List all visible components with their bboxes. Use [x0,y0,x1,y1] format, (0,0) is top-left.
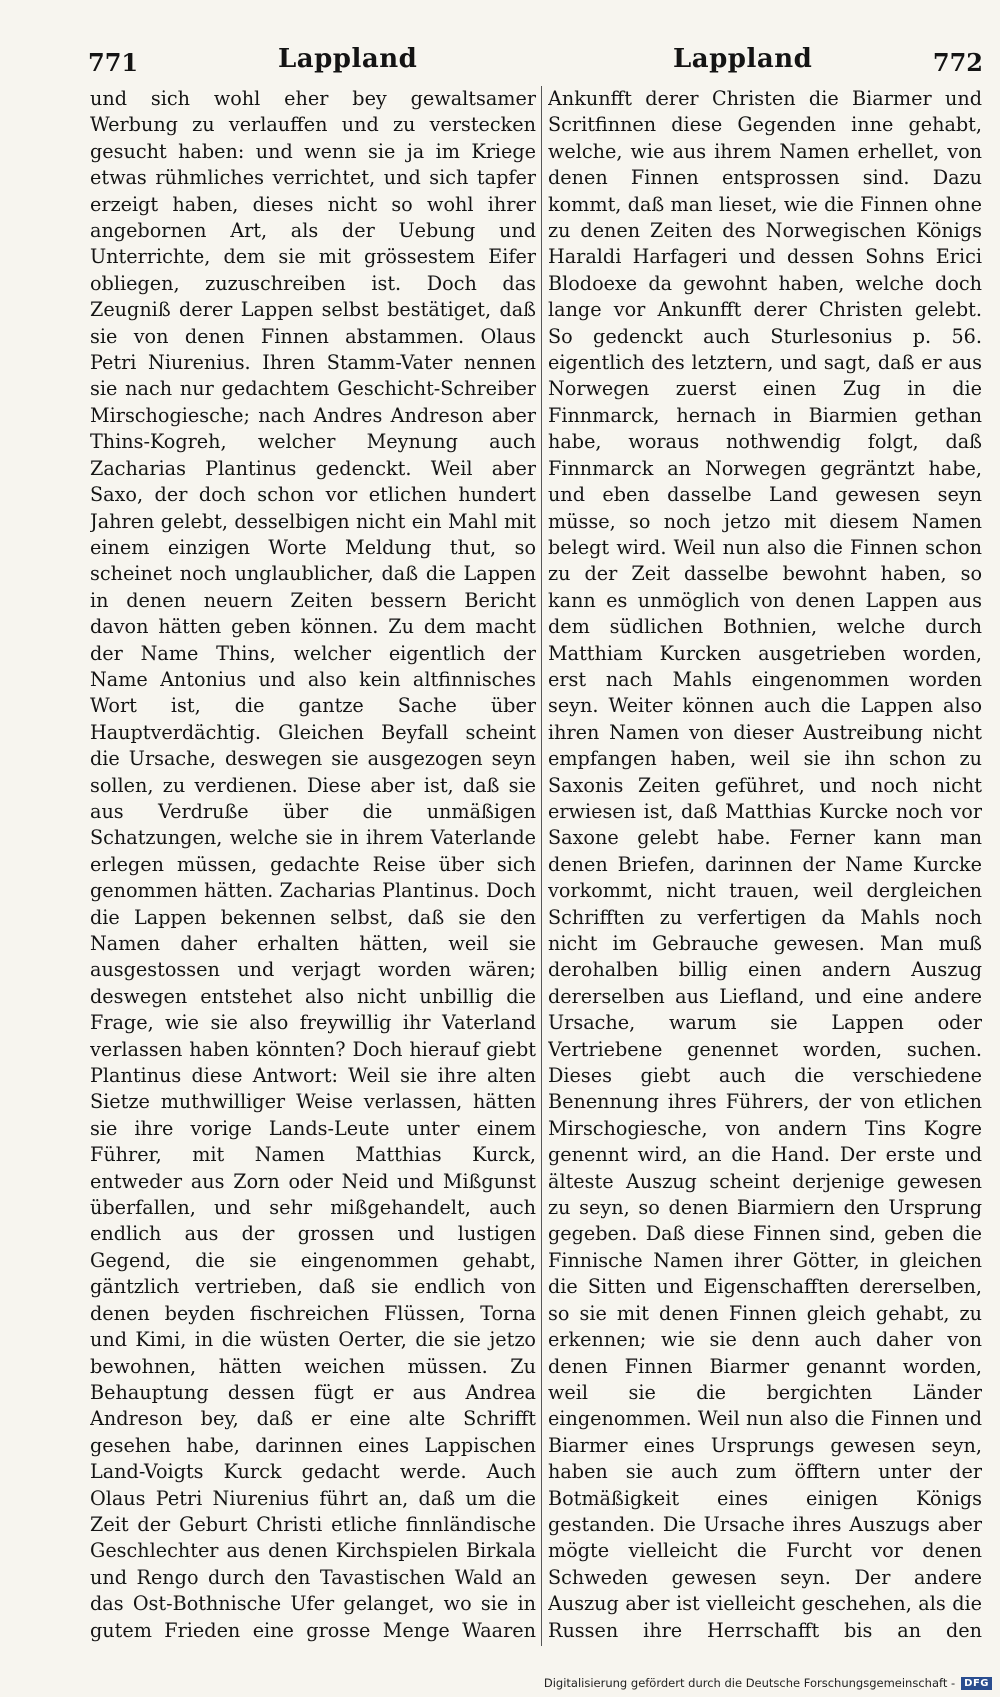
dfg-logo-icon: DFG [961,1677,992,1690]
right-text-column [548,86,982,1646]
column-divider [541,86,542,1646]
left-running-title: Lappland [278,44,418,74]
footer-credit-text: Digitalisierung gefördert durch die Deutsche Forschungsgemeinschaft - [543,1676,956,1690]
right-page-number: 772 [932,48,983,77]
digitization-footer [544,1674,992,1692]
left-column-text: und sich wohl eher bey gewaltsamer Werbung zu verlauffen und zu verstecken gesucht haben: und wenn sie ja im Kriege etwas rühmliches verrichtet, und sich tapfer erzeigt haben, dieses nicht so wohl ihrer angebornen Art, als der Uebung und Unterrichte, dem sie mit grössestem Eifer obliegen, zuzuschreiben ist. Doch das Zeugniß derer Lappen selbst bestätiget, daß sie von denen Finnen abstammen. Olaus Petri Niurenius. Ihren Stamm-Vater nennen sie nach nur gedachtem Geschicht-Schreiber Mirschogiesche; nach Andres Andreson aber Thins-Kogreh, welcher Meynung auch Zacharias Plantinus gedenckt. Weil aber Saxo, der doch schon vor etlichen hundert Jahren gelebt, desselbigen nicht ein Mahl mit einem einzigen Worte Meldung thut, so scheinet noch unglaublicher, daß die Lappen in denen neuern Zeiten bessern Bericht davon hätten geben können. Zu dem macht der Name Thins, welcher eigentlich der Name Antonius und also kein altfinnisches Wort ist, die gantze Sache über Hauptverdächtig. Gleichen Beyfall scheint die Ursache, deswegen sie ausgezogen seyn sollen, zu verdienen. Diese aber ist, daß sie aus Verdruße über die unmäßigen Schatzungen, welche sie in ihrem Vaterlande erlegen müssen, gedachte Reise über sich genommen hätten. Zacharias Plantinus. Doch die Lappen bekennen selbst, daß sie den Namen daher erhalten hätten, weil sie ausgestossen und verjagt worden wären; deswegen entstehet also nicht unbillig die Frage, wie sie also freywillig ihr Vaterland verlassen haben könnten? Doch hierauf giebt Plantinus diese Antwort: Weil sie ihre alten Sietze muthwilliger Weise verlassen, hätten sie ihre vorige Lands-Leute unter einem Führer, mit Namen Matthias Kurck, entweder aus Zorn oder Neid und Mißgunst überfallen, und sehr mißgehandelt, auch endlich aus der grossen und lustigen Gegend, die sie eingenommen gehabt, gäntzlich vertrieben, daß sie endlich von denen beyden fischreichen Flüssen, Torna und Kimi, in die wüsten Oerter, die sie jetzo bewohnen, hätten weichen müssen. Zu Behauptung dessen fügt er aus Andrea Andreson bey, daß er eine alte Schrifft gesehen habe, darinnen eines Lappischen Land-Voigts Kurck gedacht werde. Auch Olaus Petri Niurenius führt an, daß um die Zeit der Geburt Christi etliche finnländische Geschlechter aus denen Kirchspielen Birkala und Rengo durch den Tavastischen Wald an das Ost-Bothnische Ufer gelanget, wo sie in gutem Frieden eine grosse Menge Waaren [90,87,536,1642]
right-running-title: Lappland [673,44,813,74]
left-page-number: 771 [88,48,139,77]
left-text-column [90,86,536,1646]
running-header [88,44,983,84]
right-column-text: Ankunfft derer Christen die Biarmer und Scritfinnen diese Gegenden inne gehabt, welche, wie aus ihrem Namen erhellet, von denen Finnen entsprossen sind. Dazu kommt, daß man lieset, wie die Finnen ohne zu denen Zeiten des Norwegischen Königs Haraldi Harfageri und dessen Sohns Erici Blodoexe da gewohnt haben, welche doch lange vor Ankunfft derer Christen gelebt. So gedenckt auch Sturlesonius p. 56. eigentlich des letztern, und sagt, daß er aus Norwegen zuerst einen Zug in die Finnmarck, hernach in Biarmien gethan habe, woraus nothwendig folgt, daß Finnmarck an Norwegen gegräntzt habe, und eben dasselbe Land gewesen seyn müsse, so noch jetzo mit diesem Namen belegt wird. Weil nun also die Finnen schon zu der Zeit dasselbe bewohnt haben, so kann es unmöglich von denen Lappen aus dem südlichen Bothnien, welche durch Matthiam Kurcken ausgetrieben worden, erst nach Mahls eingenommen worden seyn. Weiter können auch die Lappen also ihren Namen von dieser Austreibung nicht empfangen haben, weil sie ihn schon zu Saxonis Zeiten geführet, und noch nicht erwiesen ist, daß Matthias Kurcke noch vor Saxone gelebt habe. Ferner kann man denen Briefen, darinnen der Name Kurcke vorkommt, nicht trauen, weil dergleichen Schrifften zu verfertigen da Mahls noch nicht im Gebrauche gewesen. Man muß derohalben billig einen andern Auszug dererselben aus Liefland, und eine andere Ursache, warum sie Lappen oder Vertriebene genennet worden, suchen. Dieses giebt auch die verschiedene Benennung ihres Führers, der von etlichen Mirschogiesche, von andern Tins Kogre genennt wird, an die Hand. Der erste und älteste Auszug scheint derjenige gewesen zu seyn, so denen Biarmiern den Ursprung gegeben. Daß diese Finnen sind, geben die Finnische Namen ihrer Götter, in gleichen die Sitten und Eigenschafften dererselben, so sie mit denen Finnen gleich gehabt, zu erkennen; wie sie denn auch daher von denen Finnen Biarmer genannt worden, weil sie die bergichten Länder eingenommen. Weil nun also die Finnen und Biarmer eines Ursprungs gewesen seyn, haben sie auch zum öfftern unter der Botmäßigkeit eines einigen Königs gestanden. Die Ursache ihres Auszugs aber mögte vielleicht die Furcht vor denen Schweden gewesen seyn. Der andere Auszug aber ist vielleicht geschehen, als die Russen ihre Herrschafft bis an den [548,87,982,1642]
